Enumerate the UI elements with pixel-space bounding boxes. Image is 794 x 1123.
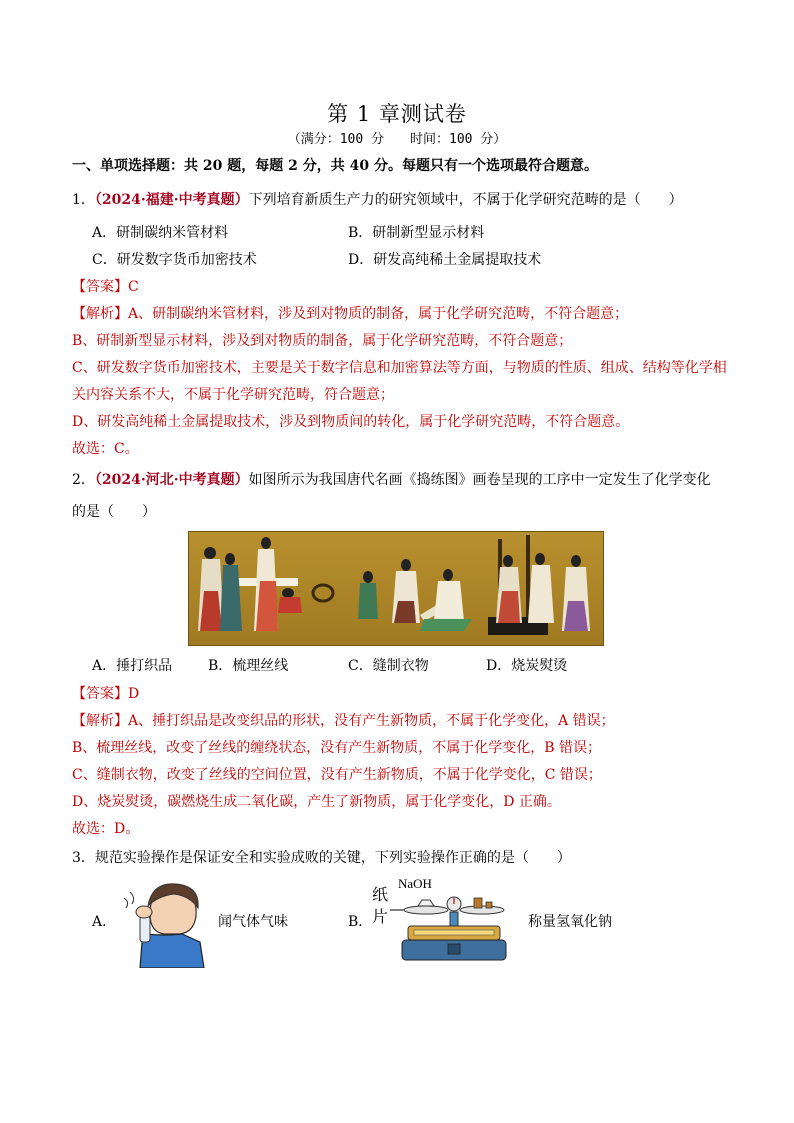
q3-option-a-caption: 闻气体气味 (218, 914, 288, 930)
analysis-label: 【解析】 (72, 713, 128, 729)
question-number: 3． (72, 850, 95, 866)
q1-analysis-line-2: B、研制新型显示材料，涉及到对物质的制备，属于化学研究范畴，不符合题意； (72, 333, 573, 349)
page-title: 第 1 章测试卷 (327, 102, 467, 126)
page-subtitle: （满分：100 分 时间：100 分） (287, 132, 507, 147)
q2-analysis-line-4: D、烧炭熨烫，碳燃烧生成二氧化碳，产生了新物质，属于化学变化，D 正确。 (72, 794, 561, 810)
answer-value: D (128, 686, 140, 702)
question-2-stem (72, 470, 732, 490)
q1-analysis-line-3: C、研发数字货币加密技术，主要是关于数字信息和加密算法等方面，与物质的性质、组成、结构等化学相 (72, 360, 727, 376)
q2-analysis-line-1 (72, 711, 732, 731)
question-text: 下列培育新质生产力的研究领域中，不属于化学研究范畴的是（ ） (248, 192, 683, 208)
weight-2 (486, 902, 492, 908)
question-2-stem-continued: 的是（ ） (72, 504, 156, 520)
smelling-gas-illustration (120, 878, 212, 968)
q1-conclusion: 故选：C。 (72, 441, 139, 457)
question-number: 2． (72, 472, 95, 488)
q1-option-c: C．研发数字货币加密技术 (92, 252, 257, 268)
question-text: 规范实验操作是保证安全和实验成败的关键，下列实验操作正确的是（ ） (94, 850, 571, 866)
answer-label: 【答案】 (72, 686, 128, 702)
q3-option-a-letter: A． (92, 914, 117, 930)
balance-scale (414, 930, 494, 935)
q2-option-c: C．缝制衣物 (348, 658, 429, 674)
balance-illustration (368, 870, 518, 966)
painting-figure (188, 531, 604, 646)
q2-option-d: D．烧炭熨烫 (486, 658, 568, 674)
q1-analysis-line-4: 关内容关系不大，不属于化学研究范畴，符合题意； (72, 387, 394, 403)
q3-option-b-caption: 称量氢氧化钠 (528, 914, 612, 930)
question-source: （2024·福建·中考真题） (94, 192, 249, 208)
q2-conclusion: 故选：D。 (72, 821, 140, 837)
analysis-label: 【解析】 (72, 306, 128, 322)
answer-label: 【答案】 (72, 279, 128, 295)
left-pan (404, 906, 448, 914)
q2-analysis-line-3: C、缝制衣物，改变了丝线的空间位置，没有产生新物质，不属于化学变化，C 错误； (72, 767, 602, 783)
q1-analysis-line-5: D、研发高纯稀土金属提取技术，涉及到物质间的转化，属于化学研究范畴，不符合题意。 (72, 414, 630, 430)
question-text: 如图所示为我国唐代名画《捣练图》画卷呈现的工序中一定发生了化学变化 (248, 472, 711, 488)
balance-label-naoh: NaOH (398, 876, 432, 891)
naoh-sample (418, 900, 434, 906)
q1-option-b: B．研制新型显示材料 (348, 225, 485, 241)
q1-option-a: A．研制碳纳米管材料 (92, 225, 229, 241)
q2-option-a: A．捶打织品 (92, 658, 173, 674)
q1-option-d: D．研发高纯稀土金属提取技术 (348, 252, 542, 268)
hand (136, 906, 152, 918)
q2-option-b: B．梳理丝线 (208, 658, 289, 674)
analysis-text: A、捶打织品是改变织品的形状，没有产生新物质，不属于化学变化，A 错误； (128, 713, 615, 729)
q1-analysis-line-1 (72, 304, 732, 324)
balance-label-paper-1: 纸 (372, 885, 389, 904)
question-1-stem (72, 190, 732, 210)
weight-1 (474, 898, 482, 908)
q1-answer (72, 277, 732, 297)
balance-knob (448, 944, 460, 954)
question-source: （2024·河北·中考真题） (94, 472, 249, 488)
section-heading: 一、单项选择题：共 20 题，每题 2 分，共 40 分。每题只有一个选项最符合题意。 (72, 158, 598, 174)
q3-option-b-letter: B． (348, 914, 373, 930)
question-3-stem (72, 848, 732, 868)
q2-analysis-line-2: B、梳理丝线，改变了丝线的缠绕状态，没有产生新物质，不属于化学变化，B 错误； (72, 740, 602, 756)
waft-lines (124, 892, 134, 908)
question-number: 1． (72, 192, 95, 208)
bottle (140, 916, 150, 942)
answer-value: C (128, 279, 139, 295)
q2-answer (72, 684, 732, 704)
balance-label-paper-2: 片 (372, 907, 389, 926)
analysis-text: A、研制碳纳米管材料，涉及到对物质的制备，属于化学研究范畴，不符合题意； (128, 306, 629, 322)
